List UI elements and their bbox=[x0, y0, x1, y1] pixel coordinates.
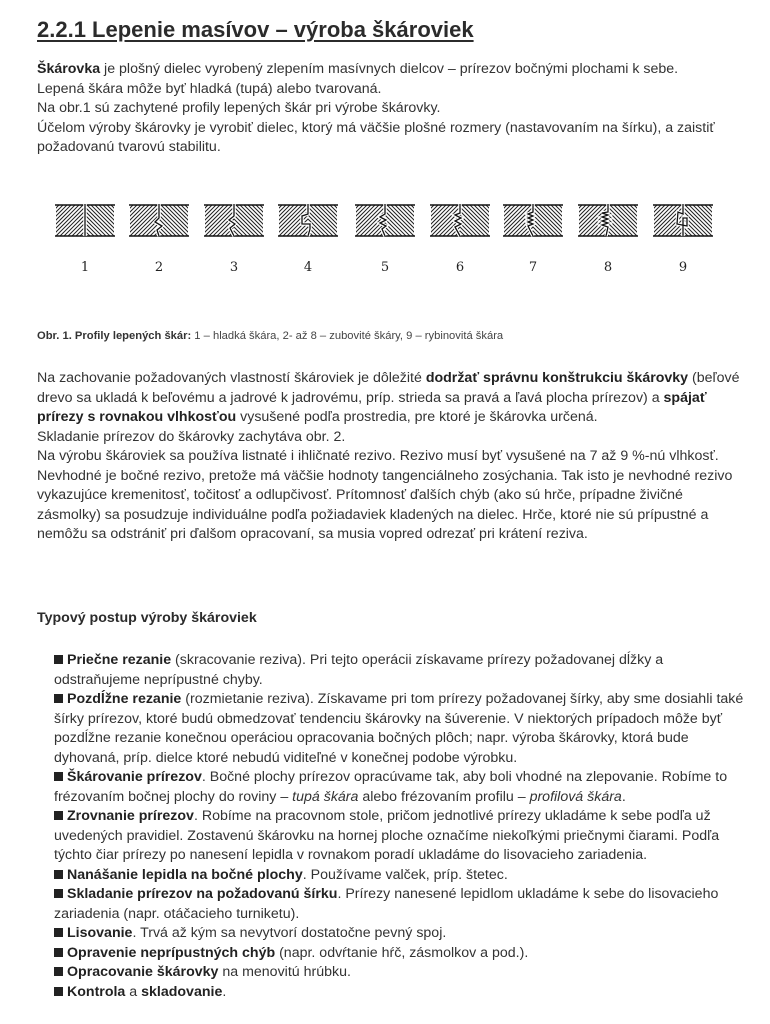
list-item: Škárovanie prírezov. Bočné plochy prírezov opracúvame tak, aby boli vhodné na zlepovanie. Robíme to frézovaním bočnej plochy do roviny – tupá škára alebo frézovaním profilu – profilová škára. bbox=[54, 769, 728, 805]
square-bullet-icon bbox=[54, 811, 63, 820]
list-item: Skladanie prírezov na požadovanú šírku. Prírezy nanesené lepidlom ukladáme k sebe do lisovacieho zariadenia (napr. otáčacieho turniketu). bbox=[54, 886, 719, 922]
section-title: 2.2.1 Lepenie masívov – výroba škároviek bbox=[37, 17, 474, 42]
intro-paragraph: Škárovka je plošný dielec vyrobený zlepením masívnych dielcov – prírezov bočnými plochami k sebe. bbox=[37, 61, 679, 77]
joint-profiles-figure bbox=[53, 204, 703, 276]
joint-profile-4 bbox=[278, 204, 338, 276]
joint-profile-6 bbox=[430, 204, 490, 276]
square-bullet-icon bbox=[54, 870, 63, 879]
procedure-list bbox=[54, 651, 744, 1002]
square-bullet-icon bbox=[54, 987, 63, 996]
joint-profile-drawing bbox=[355, 204, 415, 240]
square-bullet-icon bbox=[54, 655, 63, 664]
profile-number: 6 bbox=[455, 260, 465, 275]
intro-paragraph: Na obr.1 sú zachytené profily lepených škár pri výrobe škárovky. bbox=[37, 100, 441, 116]
joint-profile-3 bbox=[204, 204, 264, 276]
profile-number: 5 bbox=[380, 260, 390, 275]
list-item: Opracovanie škárovky na menovitú hrúbku. bbox=[54, 963, 744, 983]
list-item: Kontrola a skladovanie. bbox=[54, 983, 744, 1003]
procedure-heading: Typový postup výroby škároviek bbox=[37, 610, 257, 626]
square-bullet-icon bbox=[54, 928, 63, 937]
square-bullet-icon bbox=[54, 967, 63, 976]
intro-paragraph: Lepená škára môže byť hladká (tupá) alebo tvarovaná. bbox=[37, 80, 382, 97]
joint-profile-drawing bbox=[204, 204, 264, 240]
joint-profile-drawing bbox=[55, 204, 115, 240]
profile-number: 2 bbox=[154, 260, 164, 275]
body-paragraph: Na zachovanie požadovaných vlastností škároviek je dôležité dodržať správnu konštrukciu škárovky (beľové drevo sa ukladá k beľovému a jadrové k jadrovému, príp. strieda sa pravá a ľavá plocha prírezov) a spájať prírezy s rovnakou vlhkosťou vysušené podľa prostredia, pre ktoré je škárovka určená. bbox=[37, 370, 740, 425]
list-item: Nanášanie lepidla na bočné plochy. Používame valček, príp. štetec. bbox=[54, 866, 744, 886]
body-paragraph: Na výrobu škároviek sa používa listnaté i ihličnaté rezivo. Rezivo musí byť vysušené na 7 až 9 %-nú vlhkosť. Nevhodné je bočné rezivo, pretože má väčšie hodnoty tangenciálneho zosýchania. Tak isto je nevhodné rezivo vykazujúce kremenitosť, točitosť a odlupčivosť. Prítomnosť ďalších chýb (ako sú hrče, prípadne živičné zásmolky) sa posudzuje individuálne podľa požiadaviek kladených na dielec. Hrče, ktoré nie sú prípustné a nemôžu sa odstrániť pri ďalšom opracovaní, sa musia vopred odrezať pri krátení reziva. bbox=[37, 448, 733, 542]
joint-profile-7 bbox=[503, 204, 563, 276]
square-bullet-icon bbox=[54, 772, 63, 781]
list-item: Lisovanie. Trvá až kým sa nevytvorí dostatočne pevný spoj. bbox=[54, 924, 744, 944]
profile-number: 8 bbox=[603, 260, 613, 275]
figure-caption bbox=[37, 329, 503, 344]
joint-profile-drawing bbox=[653, 204, 713, 240]
joint-profile-8 bbox=[578, 204, 638, 276]
caption-text: 1 – hladká škára, 2- až 8 – zubovité škáry, 9 – rybinovitá škára bbox=[191, 330, 504, 342]
intro-paragraph: Účelom výroby škárovky je vyrobiť dielec, ktorý má väčšie plošné rozmery (nastavovaním na šírku), a zaistiť požadovanú tvarovú stabilitu. bbox=[37, 119, 715, 155]
joint-profile-1 bbox=[55, 204, 115, 276]
joint-profile-5 bbox=[355, 204, 415, 276]
joint-profile-drawing bbox=[430, 204, 490, 240]
square-bullet-icon bbox=[54, 694, 63, 703]
joint-profile-drawing bbox=[503, 204, 563, 240]
body-text bbox=[37, 369, 742, 545]
caption-label: Obr. 1. Profily lepených škár: bbox=[37, 330, 192, 342]
square-bullet-icon bbox=[54, 948, 63, 957]
profile-number: 9 bbox=[678, 260, 688, 275]
intro-text bbox=[37, 60, 737, 158]
list-item: Zrovnanie prírezov. Robíme na pracovnom stole, pričom jednotlivé prírezy ukladáme k sebe podľa už uvedených pravidiel. Zostavenú škárovku na hornej ploche označíme niekoľkými priečnymi čiarami. Podľa týchto čiar prírezy po nanesení lepidla v rovnakom poradí ukladáme do lisovacieho zariadenia. bbox=[54, 808, 720, 863]
joint-profile-2 bbox=[129, 204, 189, 276]
profile-number: 7 bbox=[528, 260, 538, 275]
joint-profile-drawing bbox=[578, 204, 638, 240]
joint-profile-9 bbox=[653, 204, 713, 276]
list-item: Pozdĺžne rezanie (rozmietanie reziva). Získavame pri tom prírezy požadovanej šírky, aby sme dosiahli také šírky prírezov, ktoré budú obmedzovať tendenciu škárovky na šúverenie. V niektorých prípadoch môže byť pozdĺžne rezanie konečnou operáciou opracovania bočných plôch; napr. výroba škárovky, ktorá bude dyhovaná, príp. dielce ktoré nebudú viditeľné v konečnej podobe výrobku. bbox=[54, 691, 744, 766]
joint-profile-drawing bbox=[278, 204, 338, 240]
profile-number: 3 bbox=[229, 260, 239, 275]
body-paragraph: Skladanie prírezov do škárovky zachytáva obr. 2. bbox=[37, 428, 346, 445]
profile-number: 1 bbox=[80, 260, 90, 275]
term-skarovka: Škárovka bbox=[37, 61, 101, 77]
list-item: Opravenie neprípustných chýb (napr. odvŕtanie hŕč, zásmolkov a pod.). bbox=[54, 944, 744, 964]
square-bullet-icon bbox=[54, 889, 63, 898]
joint-profile-drawing bbox=[129, 204, 189, 240]
list-item: Priečne rezanie (skracovanie reziva). Pri tejto operácii získavame prírezy požadovanej dĺžky a odstraňujeme neprípustné chyby. bbox=[54, 652, 664, 688]
profile-number: 4 bbox=[303, 260, 313, 275]
